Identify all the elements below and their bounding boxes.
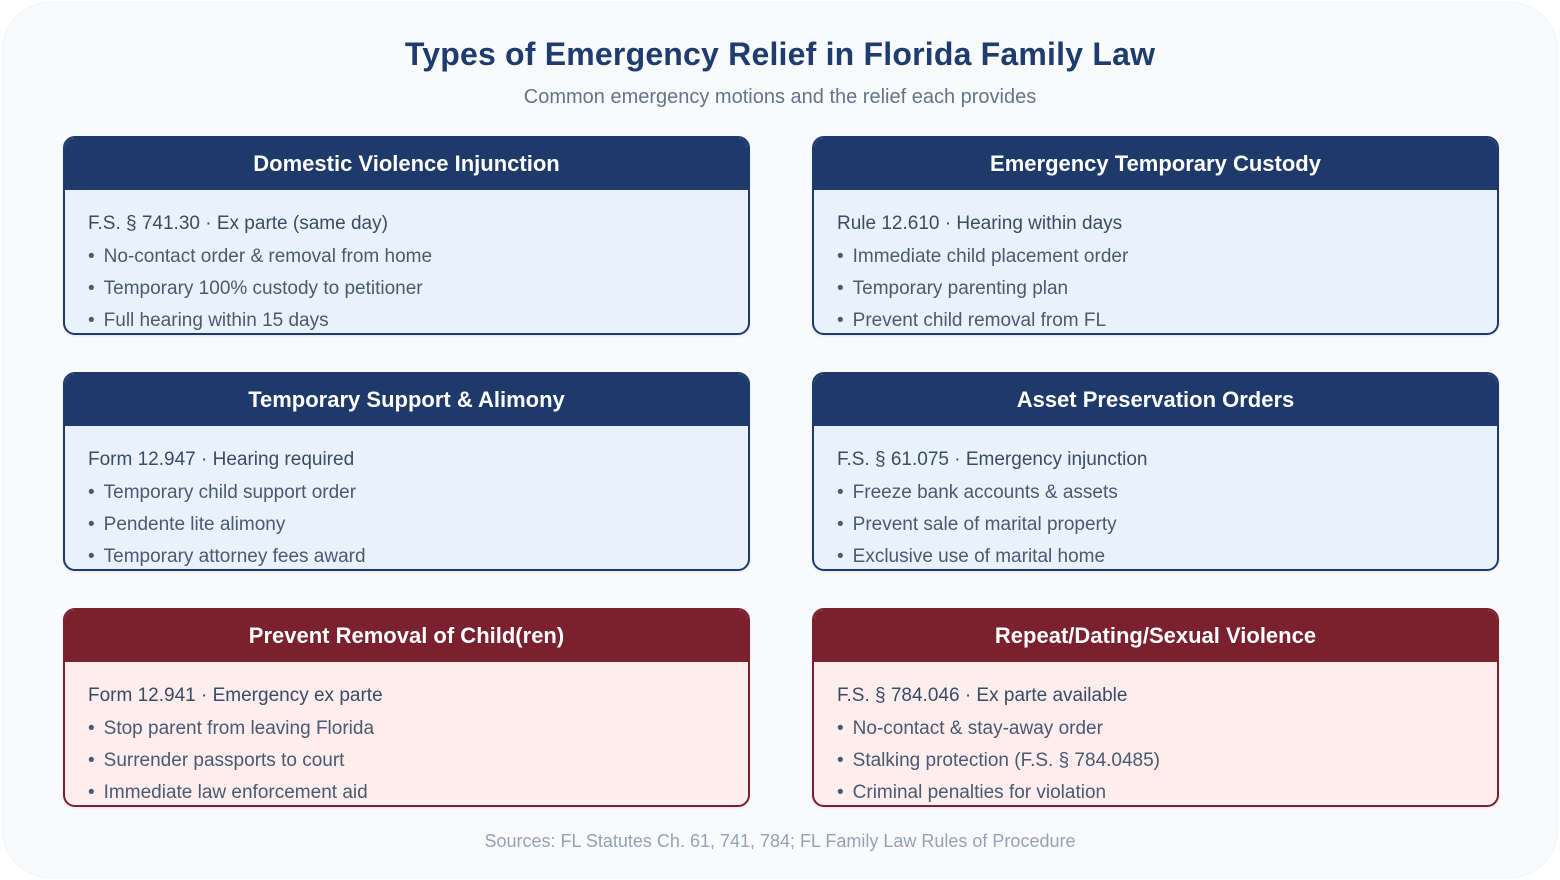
bullet-text: No-contact & stay-away order — [852, 718, 1103, 739]
bullet-item — [88, 477, 724, 509]
card-title: Prevent Removal of Child(ren) — [248, 623, 565, 648]
card-lead: Rule 12.610 · Hearing within days — [837, 213, 1123, 234]
card-body — [814, 426, 1497, 571]
bullet-item — [837, 777, 1473, 807]
bullet-list — [837, 477, 1473, 571]
card-title: Domestic Violence Injunction — [253, 151, 560, 176]
card-header — [65, 138, 748, 190]
card-asset-preservation-orders — [812, 372, 1499, 571]
bullet-item — [88, 541, 724, 571]
card-repeat-dating-sexual-violence — [812, 608, 1499, 807]
bullet-text: Stalking protection (F.S. § 784.0485) — [852, 750, 1161, 771]
card-header — [65, 374, 748, 426]
bullet-item — [837, 477, 1473, 509]
card-header — [65, 610, 748, 662]
card-lead: Form 12.941 · Emergency ex parte — [88, 685, 383, 706]
card-body — [65, 426, 748, 571]
bullet-marker: • — [88, 246, 95, 267]
bullet-item — [88, 241, 724, 273]
card-body — [65, 190, 748, 335]
bullet-marker: • — [837, 546, 844, 567]
bullet-text: Freeze bank accounts & assets — [852, 482, 1118, 503]
card-emergency-temporary-custody — [812, 136, 1499, 335]
infographic-canvas — [2, 2, 1558, 878]
bullet-text: No-contact order & removal from home — [103, 246, 433, 267]
bullet-item — [88, 713, 724, 745]
bullet-item — [837, 541, 1473, 571]
bullet-text: Prevent child removal from FL — [852, 310, 1107, 331]
bullet-item — [837, 745, 1473, 777]
bullet-text: Immediate law enforcement aid — [103, 782, 368, 803]
bullet-marker: • — [88, 310, 95, 331]
bullet-text: Temporary child support order — [103, 482, 357, 503]
bullet-text: Temporary 100% custody to petitioner — [103, 278, 423, 299]
bullet-text: Temporary parenting plan — [852, 278, 1069, 299]
card-lead: F.S. § 741.30 · Ex parte (same day) — [88, 213, 388, 234]
bullet-marker: • — [88, 514, 95, 535]
bullet-item — [88, 777, 724, 807]
bullet-marker: • — [837, 482, 844, 503]
bullet-text: Criminal penalties for violation — [852, 782, 1107, 803]
bullet-marker: • — [88, 750, 95, 771]
bullet-marker: • — [837, 246, 844, 267]
bullet-text: Temporary attorney fees award — [103, 546, 366, 567]
bullet-item — [837, 241, 1473, 273]
bullet-text: Stop parent from leaving Florida — [103, 718, 375, 739]
bullet-list — [88, 713, 724, 807]
card-lead: F.S. § 784.046 · Ex parte available — [837, 685, 1128, 706]
bullet-list — [837, 713, 1473, 807]
bullet-marker: • — [88, 782, 95, 803]
bullet-marker: • — [837, 310, 844, 331]
bullet-marker: • — [837, 514, 844, 535]
bullet-item — [837, 305, 1473, 335]
page-footer: Sources: FL Statutes Ch. 61, 741, 784; FL Family Law Rules of Procedure — [484, 831, 1076, 851]
bullet-marker: • — [837, 782, 844, 803]
card-body — [814, 190, 1497, 335]
bullet-marker: • — [837, 718, 844, 739]
bullet-text: Exclusive use of marital home — [852, 546, 1106, 567]
card-domestic-violence-injunction — [63, 136, 750, 335]
bullet-text: Immediate child placement order — [852, 246, 1129, 267]
bullet-marker: • — [88, 718, 95, 739]
bullet-item — [88, 273, 724, 305]
card-title: Temporary Support & Alimony — [248, 387, 565, 412]
card-header — [814, 374, 1497, 426]
card-lead: F.S. § 61.075 · Emergency injunction — [837, 449, 1148, 470]
card-lead: Form 12.947 · Hearing required — [88, 449, 355, 470]
bullet-item — [88, 509, 724, 541]
bullet-text: Pendente lite alimony — [103, 514, 286, 535]
bullet-marker: • — [88, 482, 95, 503]
card-title: Repeat/Dating/Sexual Violence — [994, 623, 1317, 648]
bullet-item — [88, 305, 724, 335]
card-grid — [3, 109, 1557, 807]
bullet-list — [88, 477, 724, 571]
bullet-text: Surrender passports to court — [103, 750, 345, 771]
card-header — [814, 610, 1497, 662]
card-prevent-removal-of-children — [63, 608, 750, 807]
card-header — [814, 138, 1497, 190]
page-title: Types of Emergency Relief in Florida Family Law — [404, 36, 1156, 72]
bullet-marker: • — [88, 546, 95, 567]
bullet-marker: • — [88, 278, 95, 299]
bullet-text: Prevent sale of marital property — [852, 514, 1117, 535]
card-temporary-support-alimony — [63, 372, 750, 571]
bullet-item — [837, 509, 1473, 541]
bullet-list — [837, 241, 1473, 335]
bullet-text: Full hearing within 15 days — [103, 310, 329, 331]
card-title: Emergency Temporary Custody — [990, 151, 1321, 176]
bullet-item — [837, 273, 1473, 305]
card-body — [814, 662, 1497, 807]
bullet-list — [88, 241, 724, 335]
bullet-marker: • — [837, 750, 844, 771]
bullet-item — [837, 713, 1473, 745]
bullet-item — [88, 745, 724, 777]
card-body — [65, 662, 748, 807]
card-title: Asset Preservation Orders — [1016, 387, 1295, 412]
page-subtitle: Common emergency motions and the relief each provides — [523, 86, 1037, 108]
bullet-marker: • — [837, 278, 844, 299]
